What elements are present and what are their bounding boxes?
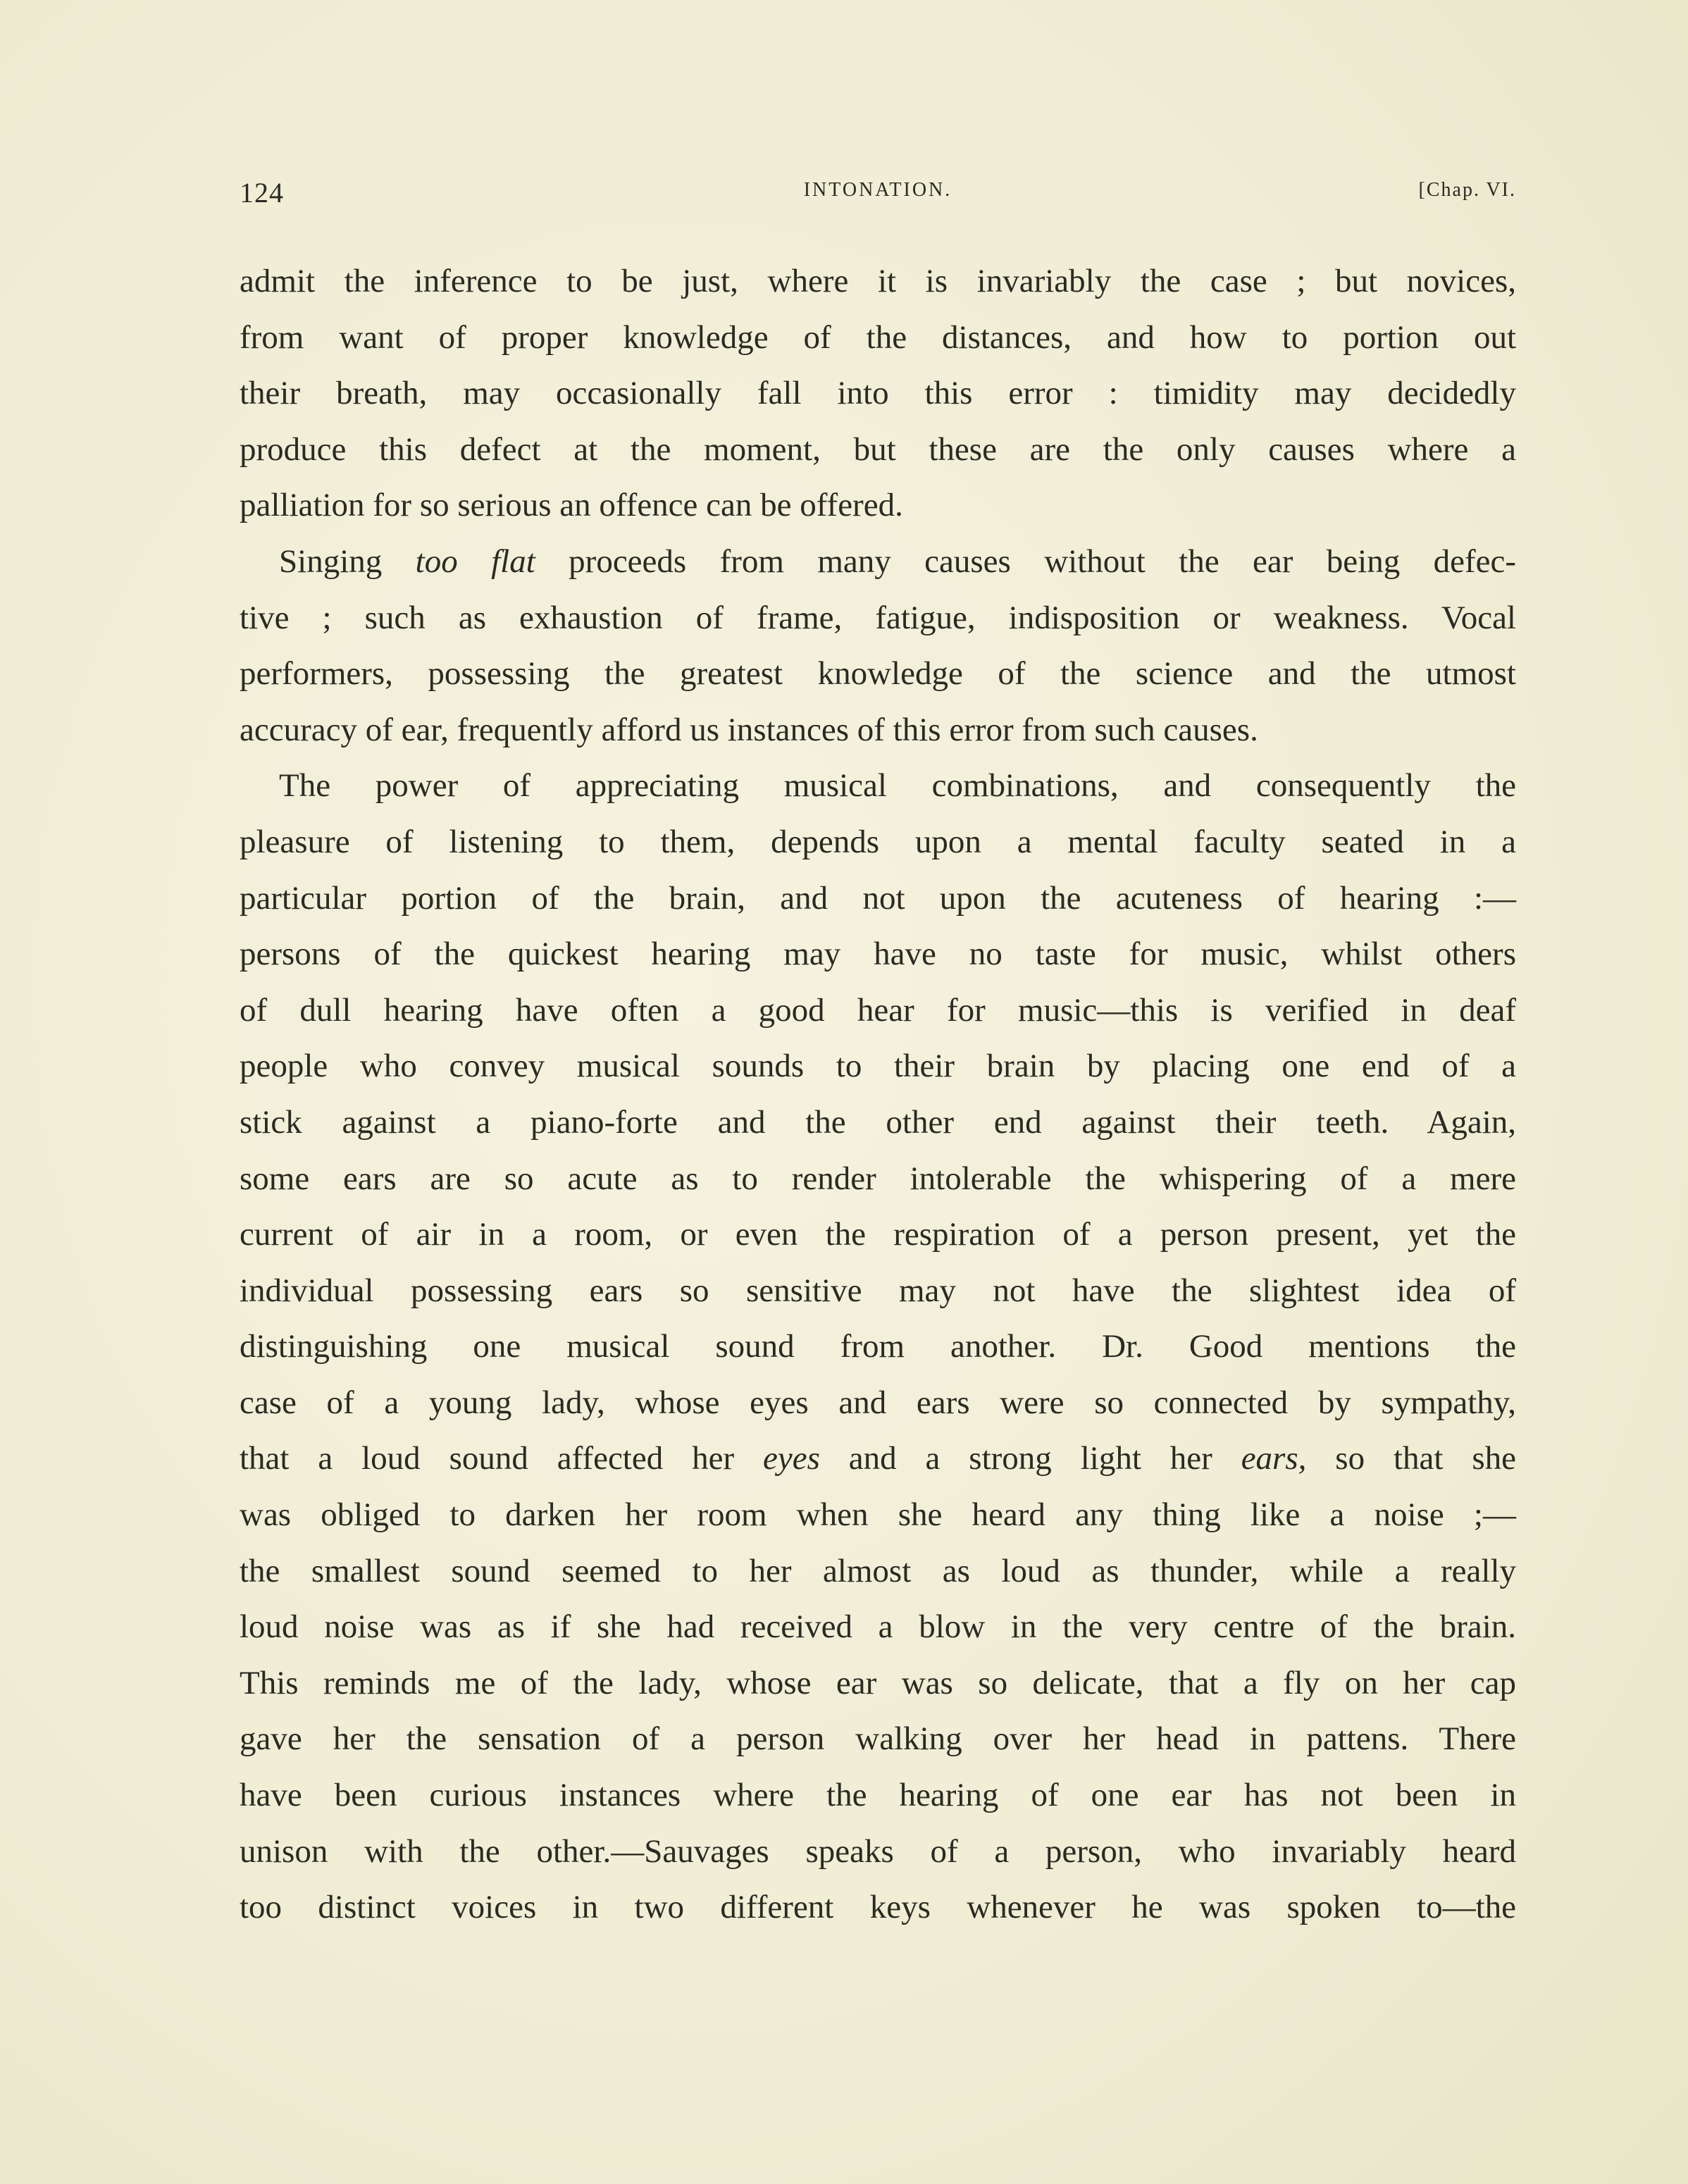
text-line xyxy=(240,1263,1516,1320)
text-segment: and a strong light her xyxy=(819,1440,1241,1477)
text-line xyxy=(240,310,1516,366)
text-line xyxy=(240,1487,1516,1544)
text-line xyxy=(240,814,1516,871)
text-line xyxy=(240,1319,1516,1375)
text-segment: so that she xyxy=(1306,1440,1516,1477)
text-segment: unison with the other.—Sauvages speaks of a person, who invariably heard xyxy=(240,1832,1516,1870)
text-line xyxy=(240,1375,1516,1432)
text-line xyxy=(240,1880,1516,1936)
text-segment: from want of proper knowledge of the distances, and how to portion out xyxy=(240,318,1516,356)
italic-text: too flat xyxy=(415,542,535,580)
body-text xyxy=(240,254,1516,1936)
text-line xyxy=(240,1095,1516,1151)
text-segment: The power of appreciating musical combinations, and consequently the xyxy=(279,767,1516,805)
text-segment: loud noise was as if she had received a blow in the very centre of the brain. xyxy=(240,1608,1516,1646)
text-segment: their breath, may occasionally fall into this error : timidity may decidedly xyxy=(240,375,1516,412)
text-line xyxy=(240,702,1516,759)
text-line xyxy=(240,534,1516,590)
text-segment: produce this defect at the moment, but these are the only causes where a xyxy=(240,430,1516,468)
text-line xyxy=(240,1711,1516,1768)
page-number: 124 xyxy=(240,177,284,209)
text-segment: people who convey musical sounds to their brain by placing one end of a xyxy=(240,1048,1516,1085)
book-page xyxy=(240,176,1516,1936)
text-line xyxy=(240,366,1516,422)
text-line xyxy=(240,1151,1516,1208)
text-line xyxy=(240,1544,1516,1600)
text-line xyxy=(240,983,1516,1039)
text-line xyxy=(240,1038,1516,1095)
text-segment: pleasure of listening to them, depends upon a mental faculty seated in a xyxy=(240,823,1516,860)
text-line xyxy=(240,422,1516,478)
text-line xyxy=(240,1768,1516,1824)
text-segment: of dull hearing have often a good hear for music—this is verified in deaf xyxy=(240,991,1516,1029)
italic-text: ears, xyxy=(1241,1440,1307,1477)
text-segment: gave her the sensation of a person walking over her head in pattens. There xyxy=(240,1720,1516,1758)
text-segment: tive ; such as exhaustion of frame, fatigue, indisposition or weakness. Vocal xyxy=(240,599,1516,636)
text-segment: palliation for so serious an offence can be offered. xyxy=(240,487,903,524)
text-line xyxy=(240,871,1516,927)
text-segment: persons of the quickest hearing may have no taste for music, whilst others xyxy=(240,936,1516,973)
text-segment: was obliged to darken her room when she heard any thing like a noise ;— xyxy=(240,1496,1516,1534)
text-line xyxy=(240,1207,1516,1263)
text-segment: individual possessing ears so sensitive may not have the slightest idea of xyxy=(240,1272,1516,1309)
text-segment: case of a young lady, whose eyes and ears were so connected by sympathy, xyxy=(240,1384,1516,1421)
text-segment: the smallest sound seemed to her almost as loud as thunder, while a really xyxy=(240,1552,1516,1589)
text-segment: have been curious instances where the hearing of one ear has not been in xyxy=(240,1777,1516,1814)
text-segment: distinguishing one musical sound from another. Dr. Good mentions the xyxy=(240,1328,1516,1365)
text-line xyxy=(240,926,1516,983)
text-segment: particular portion of the brain, and not upon the acuteness of hearing :— xyxy=(240,879,1516,917)
running-title: INTONATION. xyxy=(803,179,952,201)
text-segment: current of air in a room, or even the respiration of a person present, yet the xyxy=(240,1216,1516,1253)
text-segment: too distinct voices in two different keys whenever he was spoken to—the xyxy=(240,1889,1516,1926)
text-line xyxy=(240,1431,1516,1487)
text-segment: that a loud sound affected her xyxy=(240,1440,764,1477)
text-line xyxy=(240,1599,1516,1656)
text-segment: performers, possessing the greatest knowledge of the science and the utmost xyxy=(240,655,1516,693)
text-line xyxy=(240,1824,1516,1880)
italic-text: eyes xyxy=(763,1440,820,1477)
text-segment: Singing xyxy=(279,542,416,580)
text-line xyxy=(240,590,1516,647)
text-line xyxy=(240,758,1516,814)
text-line xyxy=(240,478,1516,534)
text-segment: This reminds me of the lady, whose ear was so delicate, that a fly on her cap xyxy=(240,1664,1516,1701)
running-head xyxy=(240,176,1516,218)
chapter-label: [Chap. VI. xyxy=(1418,179,1516,201)
text-segment: some ears are so acute as to render intolerable the whispering of a mere xyxy=(240,1160,1516,1197)
text-segment: proceeds from many causes without the ear being defec- xyxy=(535,542,1516,580)
text-line xyxy=(240,646,1516,702)
text-line xyxy=(240,254,1516,310)
text-segment: stick against a piano-forte and the other end against their teeth. Again, xyxy=(240,1103,1516,1141)
text-segment: accuracy of ear, frequently afford us instances of this error from such causes. xyxy=(240,711,1258,748)
text-segment: admit the inference to be just, where it is invariably the case ; but novices, xyxy=(240,263,1516,299)
text-line xyxy=(240,1656,1516,1712)
